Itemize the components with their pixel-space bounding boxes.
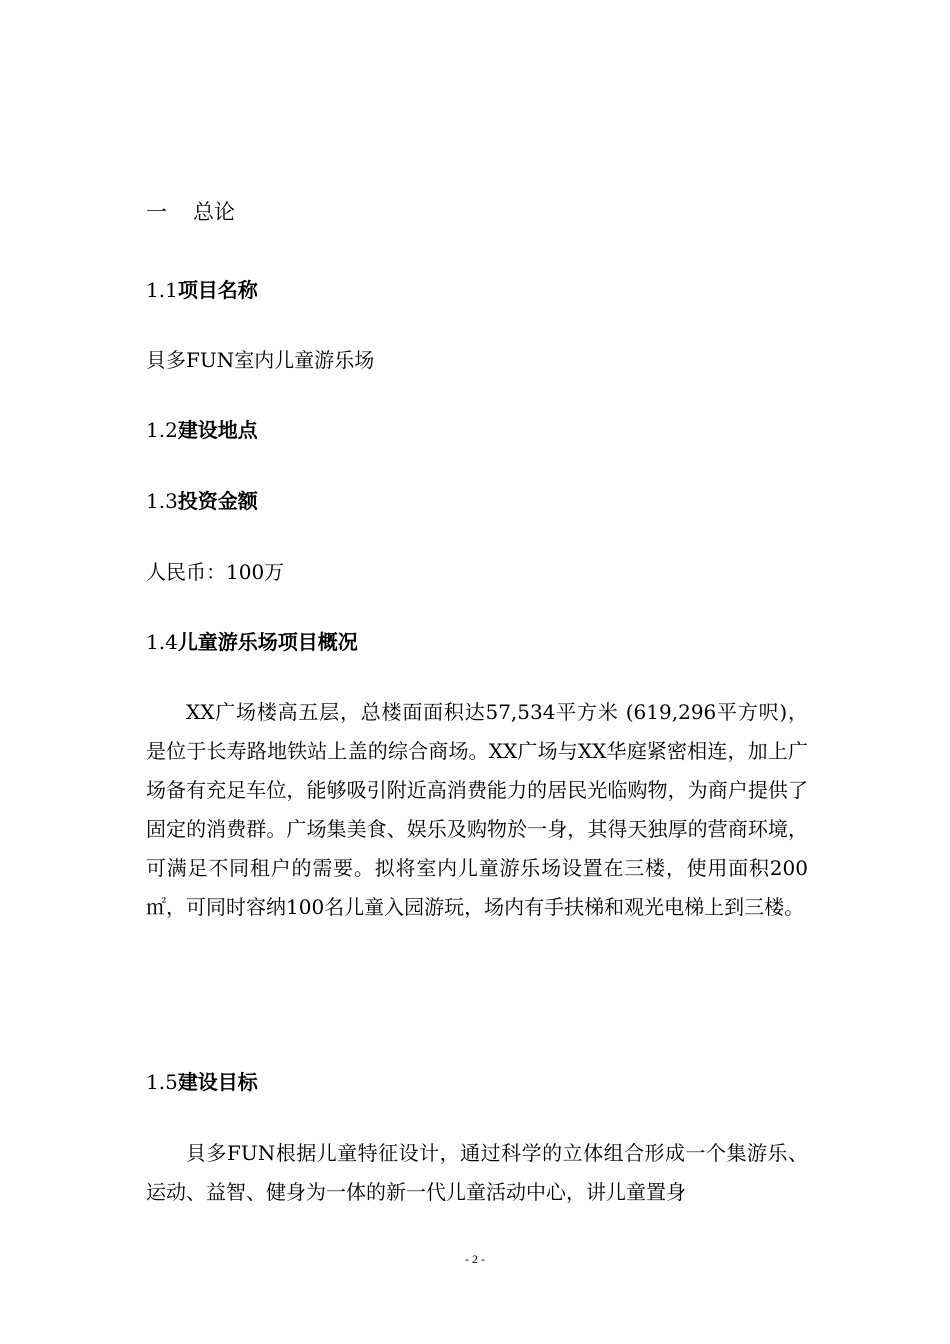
chapter-number: 一: [146, 200, 167, 224]
section-title: 建设地点: [177, 418, 258, 442]
chapter-title: 总论: [193, 200, 235, 224]
section-heading-1-2: [146, 418, 258, 442]
section-heading-1-3: [146, 489, 258, 513]
section-number: 1.2: [146, 418, 178, 442]
section-number: 1.5: [146, 1070, 178, 1094]
project-name-text: 貝多FUN室内儿童游乐场: [146, 348, 375, 372]
section-heading-1-4: [146, 630, 358, 654]
investment-text: 人民币：100万: [146, 560, 285, 584]
section-title: 项目名称: [177, 278, 258, 302]
section-number: 1.3: [146, 489, 178, 513]
section-number: 1.4: [146, 630, 178, 654]
goal-paragraph: 貝多FUN根据儿童特征设计，通过科学的立体组合形成一个集游乐、运动、益智、健身为一体的新一代儿童活动中心，讲儿童置身: [146, 1141, 808, 1204]
page-number: - 2 -: [465, 1252, 485, 1266]
overview-paragraph: XX广场楼高五层，总楼面面积达57,534平方米 (619,296平方呎)，是位于长寿路地铁站上盖的综合商场。XX广场与XX华庭紧密相连，加上广场备有充足车位，能够吸引附近高消费能力的居民光临购物，为商户提供了固定的消费群。广场集美食、娱乐及购物於一身，其得天独厚的营商环境，可满足不同租户的需要。拟将室内儿童游乐场设置在三楼，使用面积200㎡，可同时容纳100名儿童入园游玩，场内有手扶梯和观光电梯上到三楼。: [146, 700, 808, 919]
chapter-heading: [146, 200, 235, 224]
section-title: 投资金额: [177, 489, 258, 513]
section-number: 1.1: [146, 278, 178, 302]
section-heading-1-1: [146, 278, 258, 302]
section-heading-1-5: [146, 1070, 258, 1094]
section-title: 儿童游乐场项目概况: [177, 630, 358, 654]
section-title: 建设目标: [177, 1070, 258, 1094]
